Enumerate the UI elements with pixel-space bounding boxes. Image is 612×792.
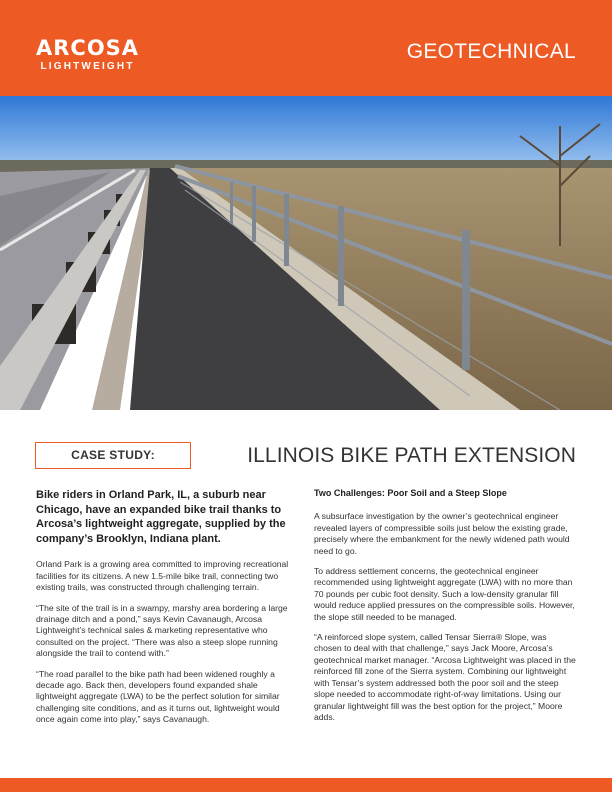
right-column xyxy=(314,488,576,732)
logo-brand: ARCOSA xyxy=(36,36,140,60)
section-heading: Two Challenges: Poor Soil and a Steep Slope xyxy=(314,488,507,498)
bike-path-photo xyxy=(0,96,612,410)
left-column xyxy=(36,488,294,735)
body-paragraph: “A reinforced slope system, called Tensar Sierra® Slope, was chosen to deal with that challenge,” says Jack Moore, Arcosa’s geotechnical market manager. “Arcosa Lightweight was placed in the reinforced fill zone of the Sierra system. Combining our lightweight with Tensar’s system addressed both the poor soil and the steep slope needed to accommodate right-of-way limitations. Using our granular lightweight fill was the best option for the project,” Moore adds. xyxy=(314,632,576,722)
arcosa-logo xyxy=(36,36,139,72)
page-title: ILLINOIS BIKE PATH EXTENSION xyxy=(247,444,576,467)
footer-band xyxy=(0,778,612,792)
body-paragraph: To address settlement concerns, the geotechnical engineer recommended using lightweight aggregate (LWA) with no more than 70 pounds per cubic foot density. Such a low-density granular fill would reduce applied pressures on the compressible soils. However, the slope still needed to be managed. xyxy=(314,566,575,622)
body-paragraph: “The road parallel to the bike path had been widened roughly a decade ago. Back then, developers found expanded shale lightweight aggregate (LWA) to be the perfect solution for similar challenging site conditions, and as it turns out, lightweight would once again come into play,” says Cavanaugh. xyxy=(36,668,280,725)
logo-subtitle: LIGHTWEIGHT xyxy=(40,61,135,72)
body-paragraph: “The site of the trail is in a swampy, marshy area bordering a large drainage ditch and a pond,” says Kevin Cavanaugh, Arcosa Lightweight’s technical sales & marketing representative who consulted on the project. “There was also a steep slope running alongside the trail to contend with.” xyxy=(36,602,288,659)
lead-paragraph: Bike riders in Orland Park, IL, a suburb near Chicago, have an expanded bike trail thanks to Arcosa’s lightweight aggregate, supplied by the company’s Brooklyn, Indiana plant. xyxy=(36,489,286,545)
case-study-label: CASE STUDY: xyxy=(35,442,191,469)
body-paragraph: A subsurface investigation by the owner’s geotechnical engineer revealed layers of compressible soils just below the existing grade, precisely where the embankment for the newly widened path would need to go. xyxy=(314,511,570,556)
body-paragraph: Orland Park is a growing area committed to improving recreational facilities for its citizens. A new 1.5-mile bike trail, connecting two existing trails, was constructed through challenging terrain. xyxy=(36,559,289,593)
category-label: GEOTECHNICAL xyxy=(406,40,576,63)
